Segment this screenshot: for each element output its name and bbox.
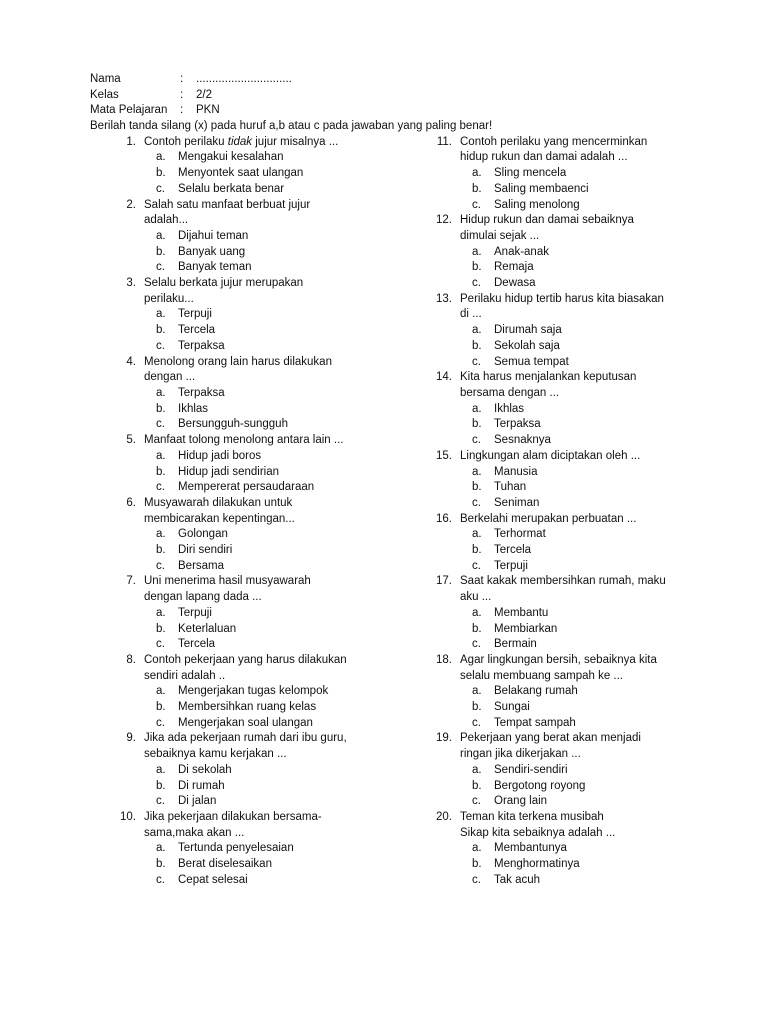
nama-separator: :: [180, 73, 184, 85]
question-number: 15.: [436, 449, 452, 462]
question-stem: [112, 276, 392, 307]
question-stem: [428, 653, 728, 684]
option-text: Belakang rumah: [494, 685, 578, 698]
option-text: Orang lain: [494, 795, 548, 808]
answer-option: [112, 700, 392, 716]
option-letter: a.: [156, 151, 166, 164]
option-text: Hidup jadi sendirian: [178, 465, 280, 478]
question-item: [112, 574, 392, 653]
option-letter: a.: [156, 763, 166, 776]
question-item: [428, 213, 728, 292]
question-number: 12.: [436, 214, 452, 227]
answer-option: [112, 841, 392, 857]
answer-option: [112, 716, 392, 732]
option-text: Mengerjakan tugas kelompok: [178, 685, 329, 698]
option-text: Cepat selesai: [178, 873, 248, 886]
answer-option: [428, 339, 728, 355]
answer-option: [112, 559, 392, 575]
option-letter: b.: [156, 167, 166, 180]
option-text: Berat diselesaikan: [178, 858, 272, 871]
question-item: [112, 653, 392, 732]
question-item: [428, 292, 728, 371]
question-number: 20.: [436, 810, 452, 823]
option-letter: a.: [472, 167, 482, 180]
question-text: Salah satu manfaat berbuat jujur adalah...: [144, 198, 311, 227]
kelas-separator: :: [180, 88, 184, 101]
option-text: Di sekolah: [178, 763, 232, 776]
question-stem: [112, 355, 392, 386]
option-text: Terhormat: [494, 528, 546, 541]
kelas-row: [90, 88, 690, 104]
question-text: Musyawarah dilakukan untuk membicarakan kepentingan...: [144, 496, 295, 525]
answer-option: [428, 684, 728, 700]
option-letter: b.: [156, 779, 166, 792]
option-letter: c.: [472, 355, 481, 368]
answer-option: [112, 166, 392, 182]
option-letter: a.: [156, 606, 166, 619]
option-letter: c.: [156, 261, 165, 274]
option-letter: a.: [472, 402, 482, 415]
question-item: [112, 135, 392, 198]
question-stem: [112, 496, 392, 527]
answer-option: [428, 480, 728, 496]
question-number: 6.: [126, 496, 136, 509]
answer-option: [112, 684, 392, 700]
question-stem: [428, 370, 728, 401]
option-text: Tempat sampah: [494, 716, 576, 729]
instruction: Berilah tanda silang (x) pada huruf a,b atau c pada jawaban yang paling benar!: [90, 120, 493, 133]
question-number: 13.: [436, 292, 452, 305]
question-stem: [428, 810, 728, 841]
option-letter: a.: [472, 842, 482, 855]
option-text: Sling mencela: [494, 167, 567, 180]
option-letter: b.: [156, 465, 166, 478]
answer-option: [112, 465, 392, 481]
kelas-label: Kelas: [90, 88, 119, 101]
question-number: 19.: [436, 732, 452, 745]
question-text: Hidup rukun dan damai sebaiknya dimulai sejak ...: [460, 214, 634, 242]
answer-option: [112, 150, 392, 166]
question-stem: [112, 433, 392, 449]
answer-option: [428, 527, 728, 543]
answer-option: [428, 166, 728, 182]
option-letter: b.: [156, 324, 166, 337]
option-text: Membiarkan: [494, 622, 558, 635]
option-text: Selalu berkata benar: [178, 182, 285, 195]
option-text: Bersungguh-sungguh: [178, 418, 288, 431]
answer-option: [112, 182, 392, 198]
answer-option: [112, 323, 392, 339]
question-text: Agar lingkungan bersih, sebaiknya kita selalu membuang sampah ke ...: [460, 653, 657, 682]
left-question-column: [112, 135, 392, 889]
answer-option: [428, 260, 728, 276]
question-stem: [428, 135, 728, 166]
option-text: Anak-anak: [494, 245, 549, 258]
option-text: Sungai: [494, 701, 530, 714]
mapel-row: [90, 103, 690, 119]
answer-option: [428, 794, 728, 810]
question-number: 10.: [120, 810, 136, 823]
question-number: 4.: [126, 355, 136, 368]
option-text: Bermain: [494, 638, 537, 651]
answer-option: [112, 622, 392, 638]
option-text: Tak acuh: [494, 873, 541, 886]
question-item: [112, 355, 392, 434]
answer-option: [112, 763, 392, 779]
question-item: [428, 653, 728, 732]
answer-option: [428, 465, 728, 481]
question-number: 7.: [126, 575, 136, 588]
option-letter: c.: [472, 873, 481, 886]
option-text: Tercela: [178, 638, 216, 651]
question-text: Contoh perilaku tidak jujur misalnya ...: [144, 135, 339, 148]
answer-option: [112, 606, 392, 622]
option-text: Terpuji: [178, 308, 212, 321]
question-stem: [112, 731, 392, 762]
answer-option: [428, 417, 728, 433]
option-text: Dijahui teman: [178, 229, 249, 242]
question-text: Pekerjaan yang berat akan menjadi ringan jika dikerjakan ...: [460, 732, 641, 761]
option-letter: b.: [472, 182, 482, 195]
option-letter: b.: [156, 701, 166, 714]
option-letter: a.: [156, 528, 166, 541]
answer-option: [112, 402, 392, 418]
option-letter: a.: [472, 245, 482, 258]
question-number: 2.: [126, 198, 136, 211]
question-item: [428, 135, 728, 214]
answer-option: [428, 559, 728, 575]
answer-option: [428, 402, 728, 418]
option-letter: a.: [472, 324, 482, 337]
option-letter: c.: [156, 339, 165, 352]
answer-option: [428, 637, 728, 653]
option-letter: c.: [156, 559, 165, 572]
question-number: 11.: [436, 135, 452, 148]
option-text: Semua tempat: [494, 355, 569, 368]
question-number: 3.: [126, 277, 136, 290]
question-text: Contoh perilaku yang mencerminkan hidup rukun dan damai adalah ...: [460, 135, 648, 164]
answer-option: [112, 417, 392, 433]
answer-option: [112, 307, 392, 323]
question-text: Contoh pekerjaan yang harus dilakukan sendiri adalah ..: [144, 653, 347, 682]
answer-option: [428, 873, 728, 889]
option-letter: a.: [156, 229, 166, 242]
option-text: Di jalan: [178, 795, 217, 808]
option-letter: c.: [156, 182, 165, 195]
option-text: Mengakui kesalahan: [178, 151, 284, 164]
option-letter: c.: [472, 434, 481, 447]
nama-label: Nama: [90, 73, 121, 85]
question-stem: [428, 574, 728, 605]
mapel-separator: :: [180, 104, 184, 117]
right-question-column: [428, 135, 728, 889]
option-text: Ikhlas: [178, 402, 209, 415]
option-text: Hidup jadi boros: [178, 449, 262, 462]
nama-row: [90, 72, 690, 88]
answer-option: [112, 543, 392, 559]
option-letter: b.: [472, 261, 482, 274]
question-text: Uni menerima hasil musyawarah dengan lapang dada ...: [144, 575, 311, 604]
option-text: Menghormatinya: [494, 858, 580, 871]
option-letter: b.: [472, 622, 482, 635]
option-text: Ikhlas: [494, 402, 525, 415]
question-text: Manfaat tolong menolong antara lain ...: [144, 434, 344, 447]
answer-option: [112, 873, 392, 889]
option-letter: c.: [472, 277, 481, 290]
answer-option: [428, 245, 728, 261]
nama-value: ..............................: [196, 73, 292, 85]
question-item: [428, 449, 728, 512]
option-letter: a.: [156, 685, 166, 698]
option-letter: c.: [472, 198, 481, 211]
option-text: Terpaksa: [178, 339, 225, 352]
option-letter: c.: [156, 638, 165, 651]
answer-option: [428, 779, 728, 795]
question-stem: [428, 213, 728, 244]
option-text: Menyontek saat ulangan: [178, 167, 304, 180]
question-stem: [112, 135, 392, 151]
answer-option: [428, 198, 728, 214]
option-letter: a.: [472, 528, 482, 541]
question-stem: [112, 198, 392, 229]
question-number: 18.: [436, 653, 452, 666]
option-text: Tuhan: [494, 481, 527, 494]
option-text: Terpuji: [178, 606, 212, 619]
question-number: 14.: [436, 371, 452, 384]
option-letter: b.: [472, 481, 482, 494]
question-text: Kita harus menjalankan keputusan bersama dengan ...: [460, 371, 637, 399]
option-letter: c.: [472, 496, 481, 509]
question-item: [112, 198, 392, 277]
option-text: Bergotong royong: [494, 779, 586, 792]
answer-option: [112, 449, 392, 465]
question-item: [112, 496, 392, 575]
option-text: Bersama: [178, 559, 225, 572]
option-text: Di rumah: [178, 779, 225, 792]
answer-option: [428, 355, 728, 371]
option-letter: c.: [156, 795, 165, 808]
option-letter: c.: [472, 795, 481, 808]
option-text: Tercela: [178, 324, 216, 337]
option-text: Terpaksa: [494, 418, 541, 431]
option-text: Manusia: [494, 465, 538, 478]
question-text: Jika ada pekerjaan rumah dari ibu guru, sebaiknya kamu kerjakan ...: [144, 732, 347, 761]
answer-option: [428, 857, 728, 873]
option-text: Membantunya: [494, 842, 567, 855]
question-number: 9.: [126, 732, 136, 745]
question-item: [112, 276, 392, 355]
option-text: Banyak teman: [178, 261, 252, 274]
answer-option: [428, 716, 728, 732]
option-text: Saling menolong: [494, 198, 580, 211]
answer-option: [112, 339, 392, 355]
answer-option: [428, 323, 728, 339]
option-letter: b.: [472, 701, 482, 714]
answer-option: [428, 841, 728, 857]
question-item: [112, 810, 392, 889]
question-text: Perilaku hidup tertib harus kita biasakan di ...: [460, 292, 664, 321]
option-letter: c.: [156, 481, 165, 494]
option-letter: b.: [472, 418, 482, 431]
option-letter: b.: [156, 245, 166, 258]
question-stem: [112, 653, 392, 684]
option-letter: c.: [156, 873, 165, 886]
option-text: Membersihkan ruang kelas: [178, 701, 317, 714]
question-stem: [112, 574, 392, 605]
question-stem: [428, 731, 728, 762]
answer-option: [112, 794, 392, 810]
question-stem: [428, 292, 728, 323]
option-letter: a.: [472, 763, 482, 776]
question-stem: [112, 810, 392, 841]
option-text: Dewasa: [494, 277, 536, 290]
answer-option: [112, 260, 392, 276]
question-stem: [428, 449, 728, 465]
question-number: 16.: [436, 512, 452, 525]
question-item: [428, 512, 728, 575]
option-text: Tertunda penyelesaian: [178, 842, 294, 855]
answer-option: [112, 527, 392, 543]
option-text: Dirumah saja: [494, 324, 562, 337]
question-text: Menolong orang lain harus dilakukan dengan ...: [144, 355, 332, 384]
option-letter: b.: [156, 544, 166, 557]
answer-option: [112, 229, 392, 245]
option-text: Saling membaenci: [494, 182, 589, 195]
option-text: Golongan: [178, 528, 228, 541]
option-letter: a.: [156, 387, 166, 399]
option-letter: c.: [156, 418, 165, 431]
option-text: Membantu: [494, 606, 549, 619]
answer-option: [428, 496, 728, 512]
option-text: Sekolah saja: [494, 339, 560, 352]
emphasized-word: tidak: [227, 135, 253, 148]
question-text: Teman kita terkena musibah Sikap kita sebaiknya adalah ...: [460, 810, 616, 839]
question-stem: [428, 512, 728, 528]
option-letter: b.: [156, 858, 166, 871]
option-letter: b.: [472, 858, 482, 871]
option-letter: b.: [156, 622, 166, 635]
option-letter: a.: [472, 465, 482, 478]
option-letter: b.: [156, 402, 166, 415]
option-text: Tercela: [494, 544, 532, 557]
answer-option: [112, 386, 392, 402]
option-letter: b.: [472, 544, 482, 557]
option-text: Banyak uang: [178, 245, 246, 258]
option-letter: b.: [472, 779, 482, 792]
question-text: Jika pekerjaan dilakukan bersama- sama,maka akan ...: [144, 810, 322, 839]
question-number: 5.: [126, 434, 136, 447]
answer-option: [428, 700, 728, 716]
question-item: [112, 731, 392, 810]
question-item: [428, 810, 728, 889]
answer-option: [428, 763, 728, 779]
worksheet: [90, 72, 690, 886]
question-item: [112, 433, 392, 496]
option-letter: c.: [472, 716, 481, 729]
answer-option: [112, 779, 392, 795]
answer-option: [428, 276, 728, 292]
option-letter: a.: [156, 842, 166, 855]
mapel-label: Mata Pelajaran: [90, 104, 168, 117]
question-number: 17.: [436, 575, 452, 588]
kelas-value: 2/2: [196, 88, 212, 101]
mapel-value: PKN: [196, 104, 220, 117]
option-text: Sendiri-sendiri: [494, 763, 568, 776]
option-letter: a.: [472, 685, 482, 698]
question-item: [428, 370, 728, 449]
question-item: [428, 731, 728, 810]
answer-option: [428, 543, 728, 559]
option-letter: a.: [156, 308, 166, 321]
question-text: Berkelahi merupakan perbuatan ...: [460, 512, 637, 525]
option-letter: a.: [156, 449, 166, 462]
answer-option: [112, 857, 392, 873]
answer-option: [428, 182, 728, 198]
option-text: Diri sendiri: [178, 544, 233, 557]
option-letter: c.: [472, 559, 481, 572]
option-text: Keterlaluan: [178, 622, 237, 635]
answer-option: [112, 245, 392, 261]
question-number: 1.: [126, 135, 136, 148]
question-text: Selalu berkata jujur merupakan perilaku...: [144, 277, 304, 305]
answer-option: [428, 433, 728, 449]
question-number: 8.: [126, 653, 136, 666]
option-letter: b.: [472, 339, 482, 352]
option-text: Sesnaknya: [494, 434, 551, 447]
answer-option: [112, 480, 392, 496]
option-letter: a.: [472, 606, 482, 619]
question-text: Saat kakak membersihkan rumah, maku aku ...: [460, 575, 666, 604]
question-item: [428, 574, 728, 653]
option-text: Terpaksa: [178, 387, 225, 399]
option-text: Remaja: [494, 261, 534, 274]
option-letter: c.: [156, 716, 165, 729]
question-text: Lingkungan alam diciptakan oleh ...: [460, 449, 641, 462]
option-text: Terpuji: [494, 559, 528, 572]
option-text: Seniman: [494, 496, 540, 509]
option-text: Mempererat persaudaraan: [178, 481, 315, 494]
option-letter: c.: [472, 638, 481, 651]
option-text: Mengerjakan soal ulangan: [178, 716, 313, 729]
answer-option: [428, 622, 728, 638]
answer-option: [428, 606, 728, 622]
answer-option: [112, 637, 392, 653]
